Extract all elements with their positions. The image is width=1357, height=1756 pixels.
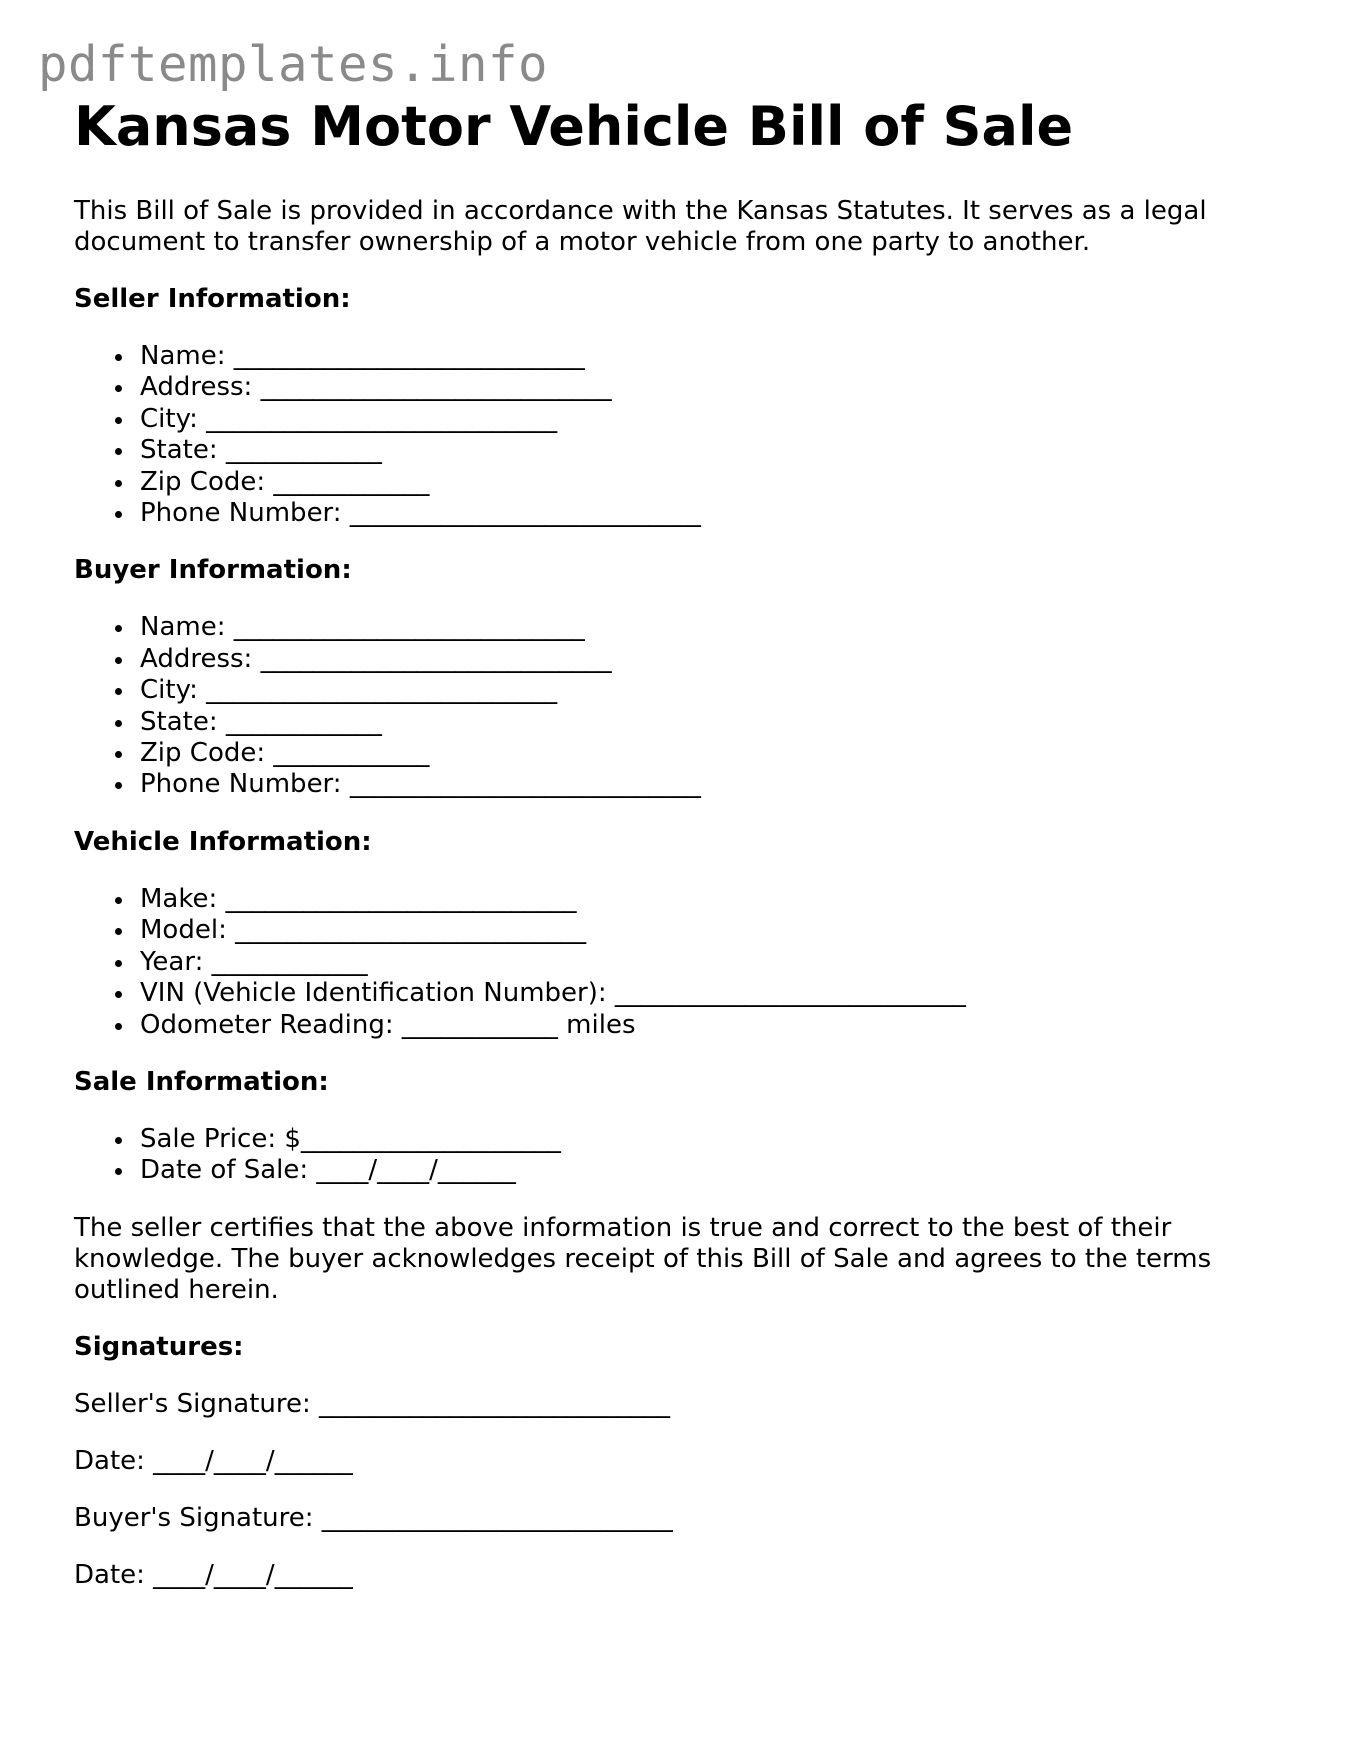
vehicle-vin-field: VIN (Vehicle Identification Number): ___________________________ [140, 978, 1304, 1009]
buyer-phone-field: Phone Number: ___________________________ [140, 769, 1304, 800]
sale-section-heading: Sale Information: [74, 1066, 329, 1097]
seller-signature-line: Seller's Signature: ___________________________ [74, 1388, 671, 1419]
signatures-section-heading: Signatures: [74, 1331, 244, 1362]
buyer-name-field: Name: ___________________________ [140, 612, 1304, 643]
seller-state-field: State: ____________ [140, 435, 1304, 466]
vehicle-section-heading: Vehicle Information: [74, 826, 372, 857]
vehicle-model-field: Model: ___________________________ [140, 915, 1304, 946]
buyer-address-field: Address: ___________________________ [140, 644, 1304, 675]
vehicle-field-list [74, 884, 1304, 1041]
seller-city-field: City: ___________________________ [140, 404, 1304, 435]
document-body [74, 92, 1304, 1591]
seller-address-field: Address: ___________________________ [140, 372, 1304, 403]
seller-phone-field: Phone Number: ___________________________ [140, 498, 1304, 529]
intro-paragraph: This Bill of Sale is provided in accordance with the Kansas Statutes. It serves as a legal document to transfer ownership of a motor vehicle from one party to another. [74, 196, 1207, 257]
sale-date-field: Date of Sale: ____/____/______ [140, 1155, 1304, 1186]
sale-price-field: Sale Price: $____________________ [140, 1124, 1304, 1155]
buyer-state-field: State: ____________ [140, 707, 1304, 738]
buyer-date-line: Date: ____/____/______ [74, 1559, 353, 1590]
buyer-section-heading: Buyer Information: [74, 555, 352, 586]
vehicle-year-field: Year: ____________ [140, 947, 1304, 978]
seller-date-line: Date: ____/____/______ [74, 1445, 353, 1476]
vehicle-odometer-field: Odometer Reading: ____________ miles [140, 1010, 1304, 1041]
seller-name-field: Name: ___________________________ [140, 341, 1304, 372]
buyer-field-list [74, 612, 1304, 800]
vehicle-make-field: Make: ___________________________ [140, 884, 1304, 915]
seller-field-list [74, 341, 1304, 529]
buyer-city-field: City: ___________________________ [140, 675, 1304, 706]
seller-section-heading: Seller Information: [74, 284, 351, 314]
document-title: Kansas Motor Vehicle Bill of Sale [74, 95, 1074, 158]
seller-zip-field: Zip Code: ____________ [140, 467, 1304, 498]
watermark-text: pdftemplates.info [38, 36, 549, 93]
buyer-zip-field: Zip Code: ____________ [140, 738, 1304, 769]
buyer-signature-line: Buyer's Signature: ___________________________ [74, 1502, 673, 1533]
certification-paragraph: The seller certifies that the above information is true and correct to the best of their knowledge. The buyer acknowledges receipt of this Bill of Sale and agrees to the terms outlined herein. [74, 1212, 1212, 1305]
sale-field-list [74, 1124, 1304, 1187]
